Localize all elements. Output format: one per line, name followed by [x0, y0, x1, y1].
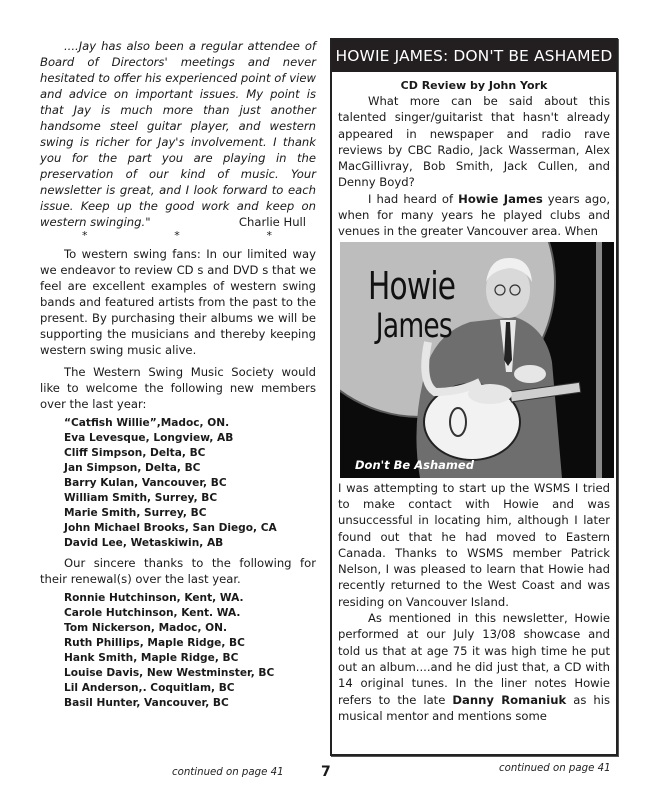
list-item: “Catfish Willie”,Madoc, ON. [64, 417, 230, 429]
continued-note-left: continued on page 41 [172, 767, 284, 778]
letter-quote [40, 38, 316, 230]
page-number: 7 [321, 764, 331, 780]
list-item: Louise Davis, New Westminster, BC [64, 667, 275, 679]
mentor-name: Danny Romaniuk [452, 692, 567, 707]
list-item: Marie Smith, Surrey, BC [64, 507, 207, 519]
separator-star: * [174, 229, 180, 242]
review-paragraph: I was attempting to start up the WSMS I tried to make contact with Howie and was unsuccessful in locating him, although I later found out that he had moved to Eastern Canada. Thanks to WSMS member Patrick Nelson, I was pleased to learn that Howie had recently returned to the West Coast and was residing on Vancouver Island. [338, 480, 610, 609]
separator-star: * [266, 229, 272, 242]
review-title: HOWIE JAMES: DON'T BE ASHAMED [332, 40, 616, 72]
letter-signature: Charlie Hull [238, 215, 306, 229]
list-item: John Michael Brooks, San Diego, CA [64, 522, 277, 534]
list-item: Ronnie Hutchinson, Kent, WA. [64, 592, 244, 604]
album-spine [596, 242, 602, 478]
album-cover-image [340, 242, 614, 478]
list-item: William Smith, Surrey, BC [64, 492, 218, 504]
review-paragraph: As mentioned in this newsletter, Howie performed at our July 13/08 showcase and told us that at age 75 it was high time he put out an album....and he did just that, a CD with 14 original tunes. In the liner notes Howie refers to the late Danny Romaniuk as his musical mentor and mentions some [338, 611, 611, 723]
list-item: Cliff Simpson, Delta, BC [64, 447, 206, 459]
left-column [40, 38, 316, 715]
list-item: Hank Smith, Maple Ridge, BC [64, 652, 239, 664]
review-box [330, 38, 618, 756]
fans-paragraph: To western swing fans: In our limited way we endeavor to review CD s and DVD s that we feel are excellent examples of western swing bands and featured artists from the past to the present. By purchasing their albums we will be supporting the musicians and thereby keeping western swing music alive. [40, 247, 316, 357]
list-item: Tom Nickerson, Madoc, ON. [64, 622, 228, 634]
review-paragraph: What more can be said about this talented singer/guitarist that hasn't already appeared in newspaper and radio rave reviews by CBC Radio, Jack Wasserman, Alex MacGillivray, Bob Smith, Jack Cullen, and Denny Boyd? [338, 94, 610, 190]
list-item: Eva Levesque, Longview, AB [64, 432, 234, 444]
list-item: David Lee, Wetaskiwin, AB [64, 537, 224, 549]
new-members-list [64, 416, 316, 551]
album-cover-title: Howie James [368, 263, 456, 346]
list-item: Carole Hutchinson, Kent. WA. [64, 607, 241, 619]
review-body [332, 72, 616, 724]
review-paragraph: I had heard of Howie James years ago, when for many years he played clubs and venues in the greater Vancouver area. When [338, 191, 611, 239]
artist-name: Howie James [458, 191, 543, 206]
list-item: Basil Hunter, Vancouver, BC [64, 697, 229, 709]
list-item: Jan Simpson, Delta, BC [64, 462, 201, 474]
list-item: Ruth Phillips, Maple Ridge, BC [64, 637, 245, 649]
thanks-paragraph: Our sincere thanks to the following for their renewal(s) over the last year. [40, 556, 316, 586]
section-separator [82, 230, 272, 246]
review-byline: CD Review by John York [400, 79, 548, 92]
album-cover-subtitle: Don't Be Ashamed [355, 457, 474, 472]
separator-star: * [82, 229, 88, 242]
continued-note-right: continued on page 41 [499, 763, 611, 774]
welcome-paragraph: The Western Swing Music Society would like to welcome the following new members over the last year: [40, 365, 316, 411]
list-item: Barry Kulan, Vancouver, BC [64, 477, 227, 489]
list-item: Lil Anderson,. Coquitlam, BC [64, 682, 235, 694]
renewals-list [64, 591, 316, 711]
letter-quote-text: ....Jay has also been a regular attendee of Board of Directors' meetings and never hesitated to offer his experienced point of view and advice on important issues. My point is that Jay is much more than just another handsome steel guitar player, and western swing is richer for Jay's involvement. I thank you for the part you are playing in the preservation of our kind of music. Your newsletter is great, and I look forward to each issue. Keep up the good work and keep on western swinging." [40, 39, 316, 229]
